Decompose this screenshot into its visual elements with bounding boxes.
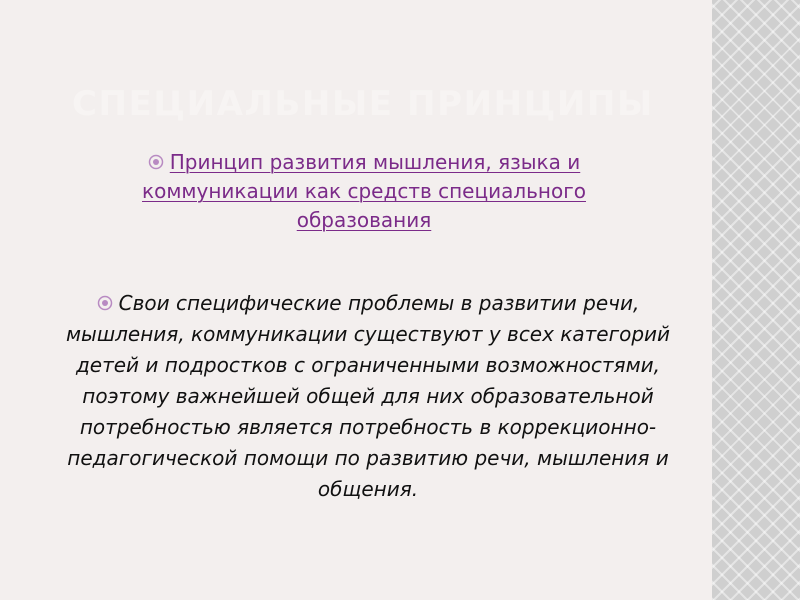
principle-link-text[interactable]: Принцип развития мышления, языка и коммуникации как средств специального образования <box>142 150 586 232</box>
principle-point[interactable] <box>84 148 644 235</box>
bullet-circle-icon <box>148 154 164 170</box>
bullet-circle-icon <box>97 295 113 311</box>
decorative-side-band <box>712 0 800 600</box>
slide-title: СПЕЦИАЛЬНЫЕ ПРИНЦИПЫ <box>72 84 654 124</box>
explanation-point <box>58 288 678 505</box>
explanation-text: Свои специфические проблемы в развитии речи, мышления, коммуникации существуют у всех категорий детей и подростков с ограниченными возможностями, поэтому важнейшей общей для них образовательной потребностью является потребность в коррекционно-педагогической помощи по развитию речи, мышления и общения. <box>65 291 671 501</box>
